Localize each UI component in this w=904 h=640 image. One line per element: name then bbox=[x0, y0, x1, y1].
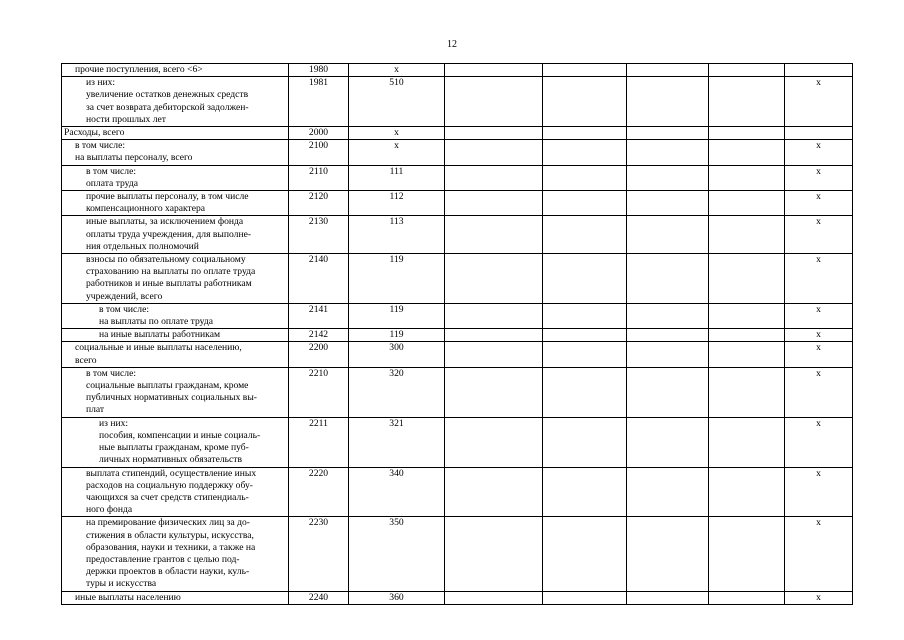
row-code-cell: 2240 bbox=[289, 591, 349, 604]
row-total-cell bbox=[785, 127, 853, 140]
row-name-cell bbox=[62, 303, 289, 328]
row-total-cell: x bbox=[785, 591, 853, 604]
row-total-cell: x bbox=[785, 165, 853, 190]
row-amount-cell bbox=[445, 467, 543, 517]
row-amount-cell bbox=[543, 467, 627, 517]
row-code-cell: 2130 bbox=[289, 216, 349, 254]
row-kbk-cell: 360 bbox=[349, 591, 445, 604]
row-amount-cell bbox=[445, 329, 543, 342]
row-amount-cell bbox=[543, 127, 627, 140]
row-name-line: предоставление грантов с целью под- bbox=[86, 553, 240, 565]
row-amount-cell bbox=[543, 64, 627, 77]
row-amount-cell bbox=[627, 254, 709, 304]
row-amount-cell bbox=[445, 417, 543, 467]
row-name-cell bbox=[62, 417, 289, 467]
row-amount-cell bbox=[543, 254, 627, 304]
row-kbk-cell: 300 bbox=[349, 342, 445, 367]
row-amount-cell bbox=[543, 367, 627, 417]
row-total-cell: x bbox=[785, 329, 853, 342]
row-name-line: стижения в области культуры, искусства, bbox=[86, 529, 254, 541]
row-amount-cell bbox=[543, 342, 627, 367]
row-amount-cell bbox=[543, 77, 627, 127]
row-name-line: социальные выплаты гражданам, кроме bbox=[86, 380, 249, 392]
row-amount-cell bbox=[627, 216, 709, 254]
row-name-cell bbox=[62, 127, 289, 140]
table-row bbox=[62, 254, 853, 304]
row-code-cell: 2200 bbox=[289, 342, 349, 367]
row-amount-cell bbox=[445, 303, 543, 328]
row-code-cell: 2110 bbox=[289, 165, 349, 190]
table-row bbox=[62, 216, 853, 254]
row-amount-cell bbox=[709, 517, 785, 591]
row-total-cell: x bbox=[785, 342, 853, 367]
row-name-line: прочие поступления, всего <6> bbox=[75, 64, 203, 75]
row-total-cell: x bbox=[785, 216, 853, 254]
table-row bbox=[62, 342, 853, 367]
row-amount-cell bbox=[627, 64, 709, 77]
row-amount-cell bbox=[445, 342, 543, 367]
row-amount-cell bbox=[709, 140, 785, 165]
row-code-cell: 2000 bbox=[289, 127, 349, 140]
table-row bbox=[62, 191, 853, 216]
row-code-cell: 2230 bbox=[289, 517, 349, 591]
row-amount-cell bbox=[627, 191, 709, 216]
row-kbk-cell: 340 bbox=[349, 467, 445, 517]
row-name-line: социальные и иные выплаты населению, bbox=[75, 342, 242, 354]
table-row bbox=[62, 517, 853, 591]
row-amount-cell bbox=[445, 591, 543, 604]
table-row bbox=[62, 140, 853, 165]
row-amount-cell bbox=[709, 165, 785, 190]
row-name-line: пособия, компенсации и иные социаль- bbox=[99, 429, 261, 441]
row-name-cell bbox=[62, 329, 289, 342]
row-total-cell: x bbox=[785, 77, 853, 127]
row-amount-cell bbox=[709, 417, 785, 467]
row-code-cell: 2120 bbox=[289, 191, 349, 216]
row-name-line: на иные выплаты работникам bbox=[99, 329, 221, 341]
row-kbk-cell: 112 bbox=[349, 191, 445, 216]
row-code-cell: 2220 bbox=[289, 467, 349, 517]
row-total-cell: x bbox=[785, 303, 853, 328]
row-name-cell bbox=[62, 140, 289, 165]
row-code-cell: 2210 bbox=[289, 367, 349, 417]
row-name-line: выплата стипендий, осуществление иных bbox=[86, 467, 257, 479]
table-row bbox=[62, 417, 853, 467]
row-kbk-cell: 119 bbox=[349, 303, 445, 328]
row-amount-cell bbox=[627, 517, 709, 591]
row-total-cell: x bbox=[785, 191, 853, 216]
row-name-line: взносы по обязательному социальному bbox=[86, 254, 246, 266]
row-kbk-cell: 119 bbox=[349, 254, 445, 304]
row-amount-cell bbox=[445, 517, 543, 591]
table-row bbox=[62, 303, 853, 328]
row-name-line: в том числе: bbox=[86, 165, 137, 177]
row-name-cell bbox=[62, 467, 289, 517]
row-kbk-cell: x bbox=[349, 127, 445, 140]
table-row bbox=[62, 467, 853, 517]
row-amount-cell bbox=[627, 367, 709, 417]
row-name-cell bbox=[62, 342, 289, 367]
row-amount-cell bbox=[709, 127, 785, 140]
row-kbk-cell: 510 bbox=[349, 77, 445, 127]
row-code-cell: 2211 bbox=[289, 417, 349, 467]
row-amount-cell bbox=[709, 303, 785, 328]
row-amount-cell bbox=[627, 77, 709, 127]
row-name-line: Расходы, всего bbox=[64, 127, 125, 139]
row-name-line: из них: bbox=[99, 417, 129, 429]
row-total-cell: x bbox=[785, 417, 853, 467]
row-name-line: компенсационного характера bbox=[86, 203, 206, 215]
row-amount-cell bbox=[445, 191, 543, 216]
row-name-cell bbox=[62, 77, 289, 127]
row-name-line: на выплаты персоналу, всего bbox=[75, 152, 193, 164]
row-name-line: туры и искусства bbox=[86, 578, 157, 590]
row-amount-cell bbox=[445, 367, 543, 417]
row-code-cell: 2141 bbox=[289, 303, 349, 328]
row-amount-cell bbox=[709, 191, 785, 216]
row-name-cell bbox=[62, 367, 289, 417]
row-kbk-cell: 119 bbox=[349, 329, 445, 342]
row-amount-cell bbox=[627, 127, 709, 140]
row-kbk-cell: 320 bbox=[349, 367, 445, 417]
row-name-line: на премирование физических лиц за до- bbox=[86, 517, 250, 529]
row-kbk-cell: 111 bbox=[349, 165, 445, 190]
row-name-cell bbox=[62, 64, 289, 77]
table-row bbox=[62, 591, 853, 604]
row-code-cell: 2140 bbox=[289, 254, 349, 304]
row-amount-cell bbox=[627, 165, 709, 190]
row-amount-cell bbox=[709, 77, 785, 127]
row-kbk-cell: 113 bbox=[349, 216, 445, 254]
row-code-cell: 2142 bbox=[289, 329, 349, 342]
row-name-cell bbox=[62, 517, 289, 591]
row-total-cell: x bbox=[785, 367, 853, 417]
row-name-line: всего bbox=[75, 354, 97, 366]
row-amount-cell bbox=[627, 303, 709, 328]
row-amount-cell bbox=[445, 254, 543, 304]
row-amount-cell bbox=[445, 77, 543, 127]
row-code-cell: 1980 bbox=[289, 64, 349, 77]
row-name-line: образования, науки и техники, а также на bbox=[86, 541, 256, 553]
row-amount-cell bbox=[709, 254, 785, 304]
row-name-line: ности прошлых лет bbox=[86, 113, 166, 125]
row-code-cell: 2100 bbox=[289, 140, 349, 165]
row-amount-cell bbox=[445, 140, 543, 165]
financial-plan-table bbox=[61, 63, 853, 605]
row-amount-cell bbox=[445, 216, 543, 254]
row-code-cell: 1981 bbox=[289, 77, 349, 127]
row-name-cell bbox=[62, 165, 289, 190]
row-name-line: страхованию на выплаты по оплате труда bbox=[86, 266, 256, 278]
row-amount-cell bbox=[709, 64, 785, 77]
row-name-line: увеличение остатков денежных средств bbox=[86, 89, 249, 101]
row-name-cell bbox=[62, 191, 289, 216]
page-number: 12 bbox=[447, 39, 457, 50]
row-name-line: на выплаты по оплате труда bbox=[99, 316, 213, 328]
table-row bbox=[62, 127, 853, 140]
row-name-line: держки проектов в области науки, куль- bbox=[86, 566, 250, 578]
row-total-cell: x bbox=[785, 140, 853, 165]
row-amount-cell bbox=[627, 329, 709, 342]
table-row bbox=[62, 367, 853, 417]
row-amount-cell bbox=[543, 591, 627, 604]
row-amount-cell bbox=[543, 165, 627, 190]
row-name-line: учреждений, всего bbox=[86, 290, 163, 302]
row-kbk-cell: x bbox=[349, 140, 445, 165]
row-amount-cell bbox=[445, 165, 543, 190]
row-name-cell bbox=[62, 254, 289, 304]
row-amount-cell bbox=[543, 303, 627, 328]
row-name-line: ния отдельных полномочий bbox=[86, 240, 199, 252]
row-name-line: ного фонда bbox=[86, 504, 133, 516]
row-name-line: работников и иные выплаты работникам bbox=[86, 278, 252, 290]
table-row bbox=[62, 329, 853, 342]
row-total-cell: x bbox=[785, 254, 853, 304]
row-name-line: ные выплаты гражданам, кроме пуб- bbox=[99, 442, 249, 454]
row-name-line: личных нормативных обязательств bbox=[99, 454, 242, 466]
row-kbk-cell: 321 bbox=[349, 417, 445, 467]
row-name-line: расходов на социальную поддержку обу- bbox=[86, 479, 253, 491]
row-amount-cell bbox=[709, 329, 785, 342]
row-kbk-cell: 350 bbox=[349, 517, 445, 591]
row-amount-cell bbox=[627, 342, 709, 367]
row-name-line: в том числе: bbox=[99, 303, 150, 315]
row-total-cell: x bbox=[785, 467, 853, 517]
row-amount-cell bbox=[627, 467, 709, 517]
row-amount-cell bbox=[543, 140, 627, 165]
row-name-line: в том числе: bbox=[86, 367, 137, 379]
row-amount-cell bbox=[543, 417, 627, 467]
row-amount-cell bbox=[627, 140, 709, 165]
row-name-cell bbox=[62, 591, 289, 604]
row-amount-cell bbox=[445, 127, 543, 140]
row-total-cell bbox=[785, 64, 853, 77]
row-name-cell bbox=[62, 216, 289, 254]
row-amount-cell bbox=[445, 64, 543, 77]
table-body bbox=[62, 64, 853, 605]
table-row bbox=[62, 165, 853, 190]
table-row bbox=[62, 77, 853, 127]
row-name-line: публичных нормативных социальных вы- bbox=[86, 392, 257, 404]
row-name-line: иные выплаты населению bbox=[75, 591, 181, 603]
row-amount-cell bbox=[709, 467, 785, 517]
row-amount-cell bbox=[709, 591, 785, 604]
row-amount-cell bbox=[627, 591, 709, 604]
row-amount-cell bbox=[709, 342, 785, 367]
row-name-line: за счет возврата дебиторской задолжен- bbox=[86, 101, 249, 113]
row-amount-cell bbox=[543, 517, 627, 591]
row-amount-cell bbox=[543, 329, 627, 342]
row-name-line: оплата труда bbox=[86, 177, 139, 189]
row-name-line: оплаты труда учреждения, для выполне- bbox=[86, 228, 252, 240]
row-amount-cell bbox=[543, 191, 627, 216]
row-name-line: чающихся за счет средств стипендиаль- bbox=[86, 491, 249, 503]
row-name-line: прочие выплаты персоналу, в том числе bbox=[86, 191, 249, 203]
row-kbk-cell: x bbox=[349, 64, 445, 77]
row-name-line: из них: bbox=[86, 77, 116, 89]
row-amount-cell bbox=[543, 216, 627, 254]
row-name-line: в том числе: bbox=[75, 140, 126, 152]
row-name-line: плат bbox=[86, 404, 105, 416]
row-total-cell: x bbox=[785, 517, 853, 591]
row-name-line: иные выплаты, за исключением фонда bbox=[86, 216, 244, 228]
row-amount-cell bbox=[709, 367, 785, 417]
table-row bbox=[62, 64, 853, 77]
row-amount-cell bbox=[627, 417, 709, 467]
row-amount-cell bbox=[709, 216, 785, 254]
